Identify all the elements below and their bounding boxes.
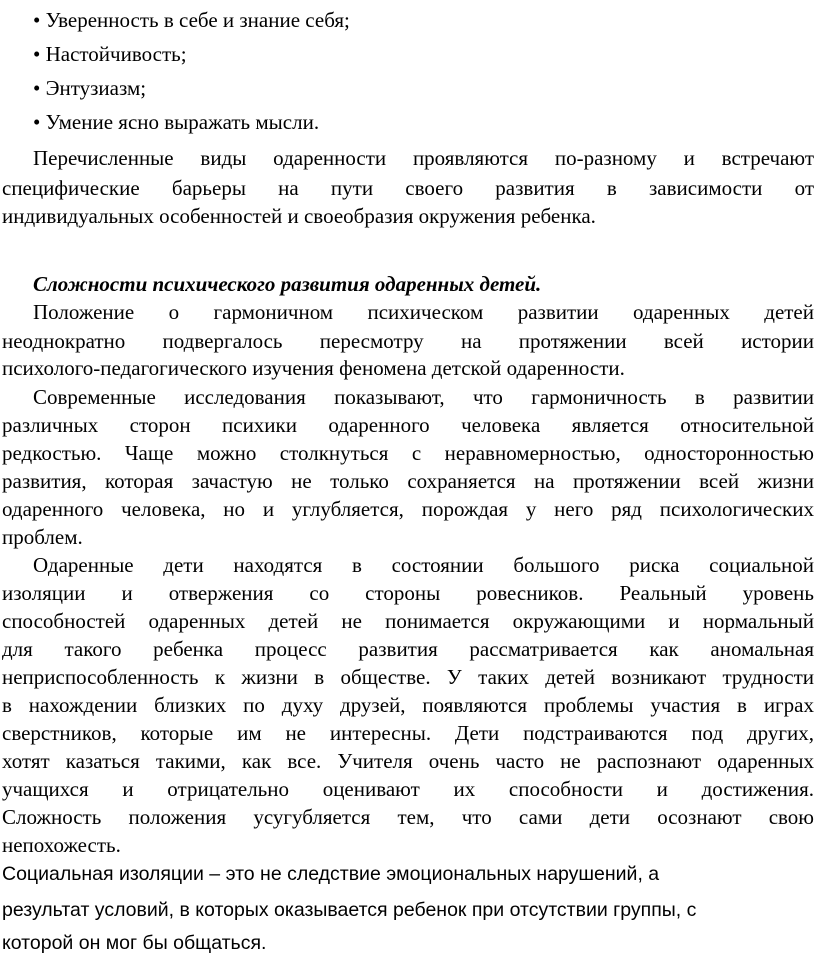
paragraph-line: специфические барьеры на пути своего развития в зависимости от — [2, 176, 814, 200]
paragraph-line: Современные исследования показывают, что гармоничность в развитии — [33, 385, 814, 409]
list-item: • Энтузиазм; — [33, 76, 147, 100]
paragraph-line: индивидуальных особенностей и своеобразия окружения ребенка. — [2, 204, 596, 228]
list-item: • Умение ясно выражать мысли. — [33, 110, 320, 134]
paragraph-line: результат условий, в которых оказывается ребенок при отсутствии группы, с — [2, 899, 697, 921]
paragraph-line: неприспособленность к жизни в обществе. У таких детей возникают трудности — [2, 665, 814, 689]
paragraph-line: Одаренные дети находятся в состоянии большого риска социальной — [33, 553, 814, 577]
paragraph-line: хотят казаться такими, как все. Учителя очень часто не распознают одаренных — [2, 749, 814, 773]
paragraph-line: Сложность положения усугубляется тем, что сами дети осознают свою — [2, 805, 814, 829]
paragraph-line: Социальная изоляции – это не следствие эмоциональных нарушений, а — [2, 863, 660, 885]
paragraph-line: одаренного человека, но и углубляется, порождая у него ряд психологических — [2, 497, 814, 521]
paragraph-line: в нахождении близких по духу друзей, появляются проблемы участия в играх — [2, 693, 814, 717]
paragraph-line: Положение о гармоничном психическом развитии одаренных детей — [33, 300, 814, 324]
paragraph-line: непохожесть. — [2, 833, 121, 857]
paragraph-line: психолого-педагогического изучения феномена детской одаренности. — [2, 356, 625, 380]
paragraph-line: различных сторон психики одаренного человека является относительной — [2, 413, 814, 437]
paragraph-line: сверстников, которые им не интересны. Дети подстраиваются под других, — [2, 721, 814, 745]
list-item: • Уверенность в себе и знание себя; — [33, 8, 350, 32]
paragraph-line: развития, которая зачастую не только сохраняется на протяжении всей жизни — [2, 469, 814, 493]
paragraph-line: способностей одаренных детей не понимается окружающими и нормальный — [2, 609, 814, 633]
section-heading: Сложности психического развития одаренных детей. — [33, 272, 542, 296]
paragraph-line: которой он мог бы общаться. — [2, 932, 267, 954]
paragraph-line: проблем. — [2, 525, 83, 549]
paragraph-line: изоляции и отвержения со стороны ровесников. Реальный уровень — [2, 581, 814, 605]
paragraph-line: Перечисленные виды одаренности проявляются по-разному и встречают — [33, 146, 814, 170]
paragraph-line: учащихся и отрицательно оценивают их способности и достижения. — [2, 777, 814, 801]
paragraph-line: неоднократно подвергалось пересмотру на протяжении всей истории — [2, 329, 814, 353]
paragraph-line: для такого ребенка процесс развития рассматривается как аномальная — [2, 637, 814, 661]
paragraph-line: редкостью. Чаще можно столкнуться с неравномерностью, односторонностью — [2, 441, 814, 465]
list-item: • Настойчивость; — [33, 42, 187, 66]
